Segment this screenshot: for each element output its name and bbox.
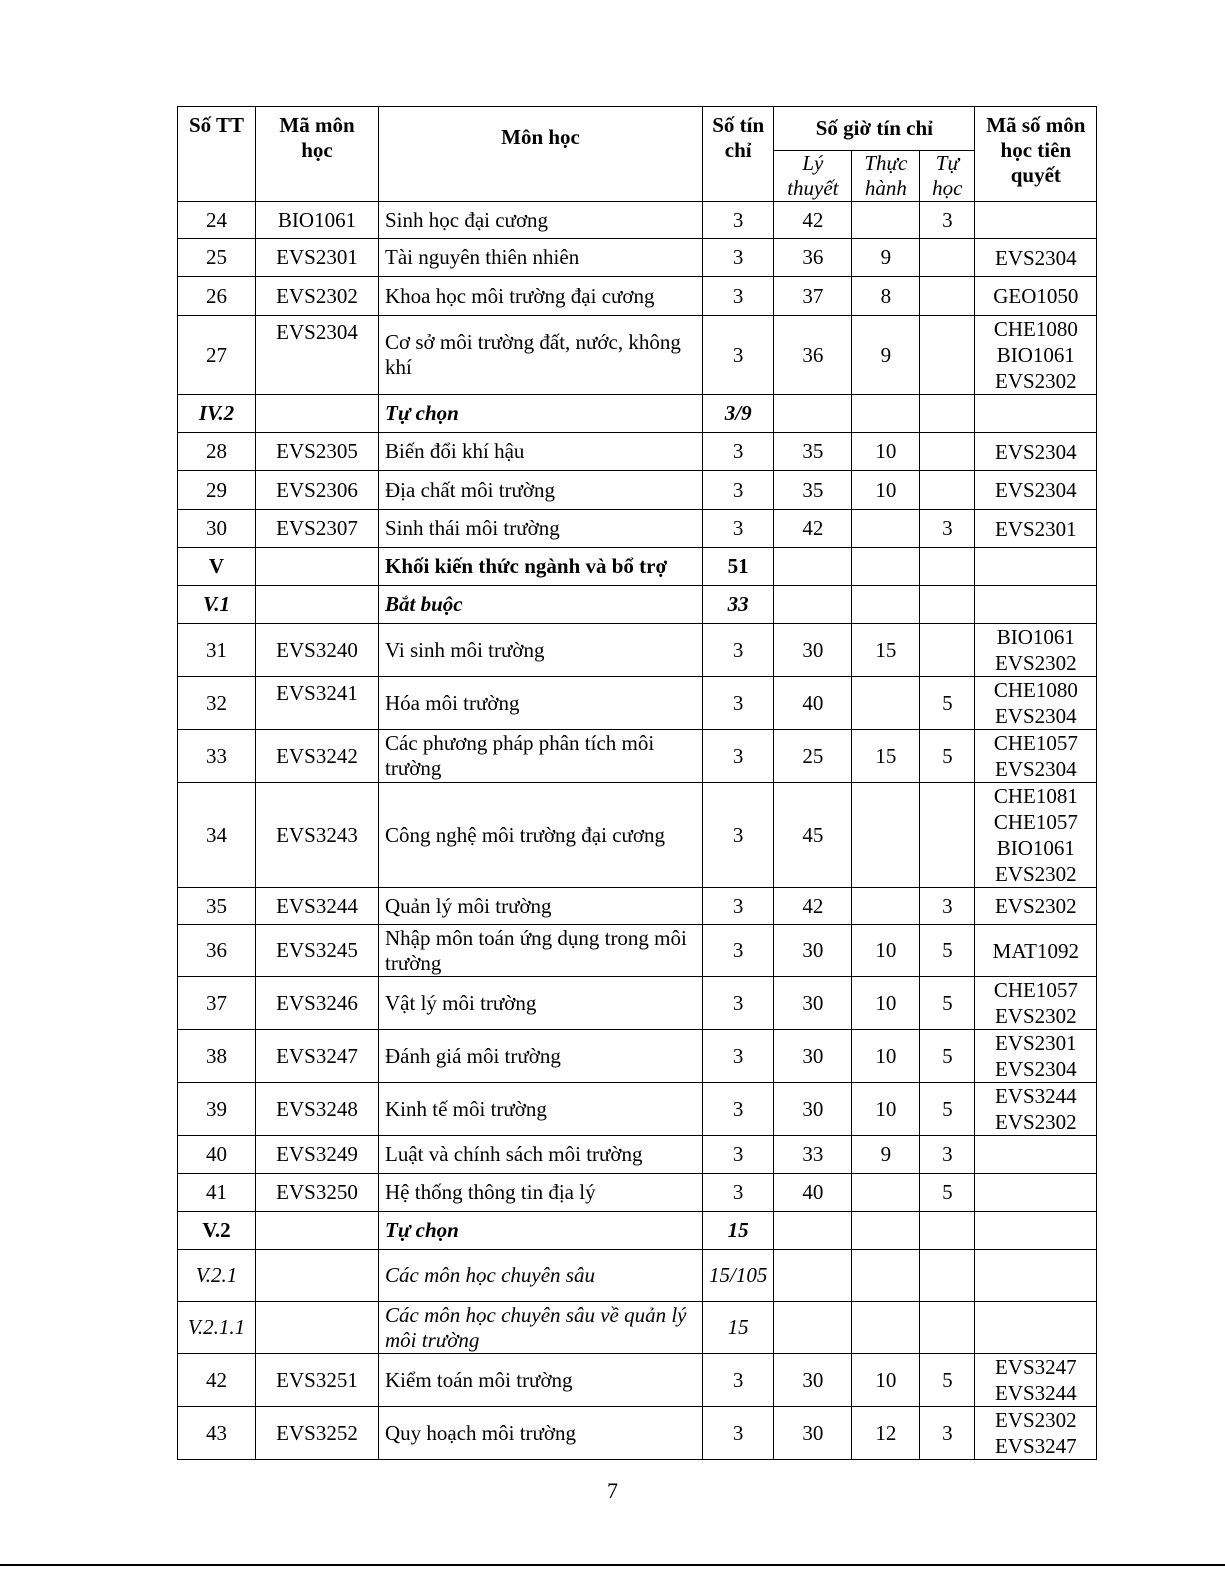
thuc-hanh-cell: 10 — [852, 433, 920, 471]
code-cell — [256, 1212, 379, 1250]
curriculum-table — [177, 106, 1097, 1460]
code-cell — [256, 548, 379, 586]
table-row — [178, 395, 1097, 433]
prereq-cell: GEO1050 — [975, 277, 1097, 316]
name-cell: Các môn học chuyên sâu về quản lý môi trường — [379, 1302, 703, 1354]
tt-cell: 41 — [178, 1174, 256, 1212]
table-row — [178, 471, 1097, 510]
tu-hoc-cell: 3 — [920, 1136, 975, 1174]
ly-thuyet-cell: 33 — [774, 1136, 852, 1174]
page-number: 7 — [607, 1478, 618, 1503]
name-cell: Luật và chính sách môi trường — [379, 1136, 703, 1174]
name-cell: Bắt buộc — [379, 586, 703, 624]
ly-thuyet-cell: 42 — [774, 510, 852, 548]
table-row — [178, 433, 1097, 471]
tu-hoc-cell — [920, 783, 975, 888]
tu-hoc-cell: 5 — [920, 1030, 975, 1083]
thuc-hanh-cell — [852, 1250, 920, 1302]
tu-hoc-cell — [920, 277, 975, 316]
code-cell: EVS3242 — [256, 730, 379, 783]
name-cell: Khối kiến thức ngành và bổ trợ — [379, 548, 703, 586]
code-cell: EVS3241 — [256, 677, 379, 730]
tt-cell: 29 — [178, 471, 256, 510]
tu-hoc-cell — [920, 1250, 975, 1302]
credits-cell: 3/9 — [703, 395, 774, 433]
prereq-cell — [975, 1302, 1097, 1354]
ly-thuyet-cell — [774, 586, 852, 624]
code-cell: EVS2306 — [256, 471, 379, 510]
prereq-cell: EVS2304 — [975, 239, 1097, 277]
prereq-cell: CHE1080 BIO1061 EVS2302 — [975, 316, 1097, 395]
table-row — [178, 1354, 1097, 1407]
code-cell: EVS2302 — [256, 277, 379, 316]
ly-thuyet-cell — [774, 1302, 852, 1354]
name-cell: Đánh giá môi trường — [379, 1030, 703, 1083]
tu-hoc-cell — [920, 1302, 975, 1354]
ly-thuyet-cell: 36 — [774, 316, 852, 395]
ly-thuyet-cell: 30 — [774, 925, 852, 977]
name-cell: Cơ sở môi trường đất, nước, không khí — [379, 316, 703, 395]
thuc-hanh-cell — [852, 395, 920, 433]
credits-cell: 3 — [703, 202, 774, 239]
name-cell: Tài nguyên thiên nhiên — [379, 239, 703, 277]
prereq-cell — [975, 548, 1097, 586]
header-so-tt: Số TT — [178, 107, 256, 202]
thuc-hanh-cell — [852, 202, 920, 239]
thuc-hanh-cell — [852, 1302, 920, 1354]
prereq-cell — [975, 202, 1097, 239]
tt-cell: V.2 — [178, 1212, 256, 1250]
name-cell: Quản lý môi trường — [379, 888, 703, 925]
tu-hoc-cell — [920, 586, 975, 624]
table-row — [178, 925, 1097, 977]
thuc-hanh-cell: 9 — [852, 316, 920, 395]
table-row — [178, 1083, 1097, 1136]
tt-cell: 39 — [178, 1083, 256, 1136]
prereq-cell: EVS2302 — [975, 888, 1097, 925]
prereq-cell: EVS2301 — [975, 510, 1097, 548]
tu-hoc-cell — [920, 395, 975, 433]
tu-hoc-cell: 5 — [920, 677, 975, 730]
ly-thuyet-cell — [774, 395, 852, 433]
table-row — [178, 677, 1097, 730]
name-cell: Quy hoạch môi trường — [379, 1407, 703, 1460]
credits-cell: 3 — [703, 888, 774, 925]
tt-cell: V — [178, 548, 256, 586]
credits-cell: 3 — [703, 1136, 774, 1174]
table-row — [178, 1212, 1097, 1250]
code-cell: EVS3248 — [256, 1083, 379, 1136]
table-row — [178, 1407, 1097, 1460]
credits-cell: 3 — [703, 471, 774, 510]
table-row — [178, 977, 1097, 1030]
prereq-cell — [975, 1212, 1097, 1250]
tt-cell: 43 — [178, 1407, 256, 1460]
tu-hoc-cell — [920, 548, 975, 586]
thuc-hanh-cell: 10 — [852, 1083, 920, 1136]
tt-cell: 38 — [178, 1030, 256, 1083]
ly-thuyet-cell: 30 — [774, 1083, 852, 1136]
code-cell — [256, 1302, 379, 1354]
ly-thuyet-cell: 36 — [774, 239, 852, 277]
table-row — [178, 277, 1097, 316]
prereq-cell — [975, 586, 1097, 624]
table-row — [178, 624, 1097, 677]
header-so-gio-tin-chi: Số giờ tín chỉ — [774, 107, 975, 151]
tt-cell: IV.2 — [178, 395, 256, 433]
name-cell: Các phương pháp phân tích môi trường — [379, 730, 703, 783]
thuc-hanh-cell: 15 — [852, 730, 920, 783]
code-cell: EVS3243 — [256, 783, 379, 888]
name-cell: Các môn học chuyên sâu — [379, 1250, 703, 1302]
credits-cell: 3 — [703, 510, 774, 548]
tu-hoc-cell: 3 — [920, 1407, 975, 1460]
prereq-cell — [975, 1250, 1097, 1302]
name-cell: Địa chất môi trường — [379, 471, 703, 510]
thuc-hanh-cell: 12 — [852, 1407, 920, 1460]
prereq-cell: EVS2302 EVS3247 — [975, 1407, 1097, 1460]
credits-cell: 3 — [703, 730, 774, 783]
prereq-cell — [975, 395, 1097, 433]
table-row — [178, 730, 1097, 783]
code-cell: EVS2301 — [256, 239, 379, 277]
ly-thuyet-cell: 30 — [774, 1354, 852, 1407]
code-cell: EVS3250 — [256, 1174, 379, 1212]
tu-hoc-cell: 5 — [920, 1174, 975, 1212]
table-row — [178, 202, 1097, 239]
credits-cell: 3 — [703, 277, 774, 316]
credits-cell: 3 — [703, 433, 774, 471]
table-row — [178, 1174, 1097, 1212]
code-cell — [256, 1250, 379, 1302]
thuc-hanh-cell — [852, 783, 920, 888]
tt-cell: 28 — [178, 433, 256, 471]
header-tu-hoc: Tự học — [920, 151, 975, 202]
code-cell: EVS2304 — [256, 316, 379, 395]
thuc-hanh-cell: 9 — [852, 1136, 920, 1174]
tu-hoc-cell — [920, 471, 975, 510]
name-cell: Tự chọn — [379, 395, 703, 433]
credits-cell: 3 — [703, 783, 774, 888]
table-body — [178, 107, 1097, 1460]
credits-cell: 33 — [703, 586, 774, 624]
ly-thuyet-cell — [774, 1250, 852, 1302]
code-cell — [256, 395, 379, 433]
ly-thuyet-cell: 40 — [774, 1174, 852, 1212]
tt-cell: 25 — [178, 239, 256, 277]
table-row — [178, 586, 1097, 624]
thuc-hanh-cell — [852, 548, 920, 586]
thuc-hanh-cell — [852, 888, 920, 925]
tu-hoc-cell — [920, 1212, 975, 1250]
prereq-cell: MAT1092 — [975, 925, 1097, 977]
code-cell: EVS3240 — [256, 624, 379, 677]
tu-hoc-cell: 3 — [920, 888, 975, 925]
table-row — [178, 1302, 1097, 1354]
name-cell: Vật lý môi trường — [379, 977, 703, 1030]
header-so-tin-chi: Số tín chỉ — [703, 107, 774, 202]
prereq-cell: CHE1057 EVS2302 — [975, 977, 1097, 1030]
tu-hoc-cell: 5 — [920, 1354, 975, 1407]
ly-thuyet-cell: 35 — [774, 433, 852, 471]
credits-cell: 3 — [703, 239, 774, 277]
credits-cell: 3 — [703, 1174, 774, 1212]
table-row — [178, 316, 1097, 395]
ly-thuyet-cell — [774, 548, 852, 586]
tu-hoc-cell: 5 — [920, 977, 975, 1030]
tt-cell: 27 — [178, 316, 256, 395]
prereq-cell — [975, 1136, 1097, 1174]
thuc-hanh-cell: 10 — [852, 977, 920, 1030]
tt-cell: V.2.1.1 — [178, 1302, 256, 1354]
code-cell — [256, 586, 379, 624]
tu-hoc-cell: 3 — [920, 202, 975, 239]
credits-cell: 3 — [703, 1407, 774, 1460]
header-mon-hoc: Môn học — [379, 107, 703, 202]
code-cell: EVS3244 — [256, 888, 379, 925]
tt-cell: 37 — [178, 977, 256, 1030]
prereq-cell: EVS2301 EVS2304 — [975, 1030, 1097, 1083]
footer-line — [0, 1564, 1225, 1566]
credits-cell: 15 — [703, 1212, 774, 1250]
credits-cell: 3 — [703, 925, 774, 977]
tu-hoc-cell: 5 — [920, 1083, 975, 1136]
header-thuc-hanh: Thực hành — [852, 151, 920, 202]
name-cell: Sinh thái môi trường — [379, 510, 703, 548]
code-cell: EVS3245 — [256, 925, 379, 977]
credits-cell: 15/105 — [703, 1250, 774, 1302]
ly-thuyet-cell: 30 — [774, 1407, 852, 1460]
name-cell: Nhập môn toán ứng dụng trong môi trường — [379, 925, 703, 977]
thuc-hanh-cell: 10 — [852, 1030, 920, 1083]
table-row — [178, 1250, 1097, 1302]
name-cell: Kinh tế môi trường — [379, 1083, 703, 1136]
name-cell: Khoa học môi trường đại cương — [379, 277, 703, 316]
code-cell: EVS2305 — [256, 433, 379, 471]
tu-hoc-cell — [920, 239, 975, 277]
ly-thuyet-cell: 42 — [774, 202, 852, 239]
name-cell: Biến đổi khí hậu — [379, 433, 703, 471]
prereq-cell — [975, 1174, 1097, 1212]
tu-hoc-cell: 5 — [920, 730, 975, 783]
credits-cell: 3 — [703, 1354, 774, 1407]
code-cell: EVS3252 — [256, 1407, 379, 1460]
ly-thuyet-cell: 25 — [774, 730, 852, 783]
tt-cell: 42 — [178, 1354, 256, 1407]
credits-cell: 3 — [703, 1030, 774, 1083]
thuc-hanh-cell — [852, 1174, 920, 1212]
table-row — [178, 888, 1097, 925]
prereq-cell: BIO1061 EVS2302 — [975, 624, 1097, 677]
thuc-hanh-cell: 8 — [852, 277, 920, 316]
ly-thuyet-cell: 45 — [774, 783, 852, 888]
thuc-hanh-cell: 10 — [852, 471, 920, 510]
name-cell: Tự chọn — [379, 1212, 703, 1250]
ly-thuyet-cell: 40 — [774, 677, 852, 730]
tt-cell: 30 — [178, 510, 256, 548]
header-ma-mon-hoc: Mã môn học — [256, 107, 379, 202]
tt-cell: 31 — [178, 624, 256, 677]
thuc-hanh-cell: 10 — [852, 925, 920, 977]
credits-cell: 3 — [703, 1083, 774, 1136]
name-cell: Kiểm toán môi trường — [379, 1354, 703, 1407]
credits-cell: 51 — [703, 548, 774, 586]
name-cell: Sinh học đại cương — [379, 202, 703, 239]
thuc-hanh-cell — [852, 586, 920, 624]
name-cell: Công nghệ môi trường đại cương — [379, 783, 703, 888]
ly-thuyet-cell: 30 — [774, 1030, 852, 1083]
tu-hoc-cell: 3 — [920, 510, 975, 548]
tt-cell: 34 — [178, 783, 256, 888]
prereq-cell: EVS2304 — [975, 471, 1097, 510]
prereq-cell: CHE1081 CHE1057 BIO1061 EVS2302 — [975, 783, 1097, 888]
credits-cell: 3 — [703, 624, 774, 677]
thuc-hanh-cell: 10 — [852, 1354, 920, 1407]
prereq-cell: CHE1080 EVS2304 — [975, 677, 1097, 730]
name-cell: Hệ thống thông tin địa lý — [379, 1174, 703, 1212]
tu-hoc-cell — [920, 433, 975, 471]
credits-cell: 15 — [703, 1302, 774, 1354]
table-row — [178, 1136, 1097, 1174]
table-row — [178, 783, 1097, 888]
prereq-cell: EVS3247 EVS3244 — [975, 1354, 1097, 1407]
prereq-cell: CHE1057 EVS2304 — [975, 730, 1097, 783]
name-cell: Hóa môi trường — [379, 677, 703, 730]
ly-thuyet-cell: 42 — [774, 888, 852, 925]
credits-cell: 3 — [703, 316, 774, 395]
prereq-cell: EVS2304 — [975, 433, 1097, 471]
code-cell: EVS3251 — [256, 1354, 379, 1407]
thuc-hanh-cell — [852, 677, 920, 730]
credits-cell: 3 — [703, 677, 774, 730]
ly-thuyet-cell — [774, 1212, 852, 1250]
thuc-hanh-cell: 9 — [852, 239, 920, 277]
thuc-hanh-cell — [852, 1212, 920, 1250]
credits-cell: 3 — [703, 977, 774, 1030]
ly-thuyet-cell: 30 — [774, 977, 852, 1030]
tt-cell: 35 — [178, 888, 256, 925]
code-cell: EVS3246 — [256, 977, 379, 1030]
tt-cell: 36 — [178, 925, 256, 977]
code-cell: EVS2307 — [256, 510, 379, 548]
table-row — [178, 1030, 1097, 1083]
thuc-hanh-cell: 15 — [852, 624, 920, 677]
tt-cell: 40 — [178, 1136, 256, 1174]
tu-hoc-cell: 5 — [920, 925, 975, 977]
table-row — [178, 510, 1097, 548]
table-row — [178, 239, 1097, 277]
tt-cell: V.1 — [178, 586, 256, 624]
tt-cell: 24 — [178, 202, 256, 239]
tt-cell: 33 — [178, 730, 256, 783]
table-row — [178, 548, 1097, 586]
header-row — [178, 107, 1097, 151]
name-cell: Vi sinh môi trường — [379, 624, 703, 677]
code-cell: EVS3247 — [256, 1030, 379, 1083]
ly-thuyet-cell: 35 — [774, 471, 852, 510]
ly-thuyet-cell: 37 — [774, 277, 852, 316]
tt-cell: 26 — [178, 277, 256, 316]
prereq-cell: EVS3244 EVS2302 — [975, 1083, 1097, 1136]
header-ly-thuyet: Lý thuyết — [774, 151, 852, 202]
code-cell: BIO1061 — [256, 202, 379, 239]
code-cell: EVS3249 — [256, 1136, 379, 1174]
tu-hoc-cell — [920, 624, 975, 677]
tu-hoc-cell — [920, 316, 975, 395]
tt-cell: V.2.1 — [178, 1250, 256, 1302]
ly-thuyet-cell: 30 — [774, 624, 852, 677]
header-ma-so-tien-quyet: Mã số môn học tiên quyết — [975, 107, 1097, 202]
tt-cell: 32 — [178, 677, 256, 730]
thuc-hanh-cell — [852, 510, 920, 548]
